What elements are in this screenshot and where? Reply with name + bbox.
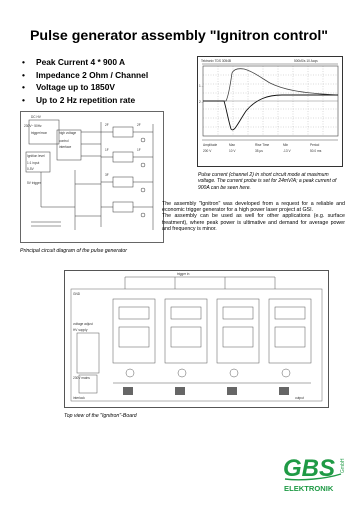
schematic-label: trigger/mon — [31, 131, 48, 135]
svg-text:10 V: 10 V — [229, 149, 236, 153]
spec-item: • Up to 2 Hz repetition rate — [22, 94, 148, 107]
oscilloscope-graph — [198, 57, 342, 166]
schematic-label: 1:1 input — [27, 161, 40, 165]
svg-text:35 µs: 35 µs — [255, 149, 263, 153]
spec-item: • Voltage up to 1850V — [22, 81, 148, 94]
schematic-label: Ignition level — [27, 154, 45, 158]
schematic-label: 1F — [137, 148, 141, 152]
oscilloscope-screenshot — [197, 56, 343, 167]
schematic-label: 230V~ 50Hz — [24, 124, 42, 128]
page-title: Pulse generator assembly "Ignitron control" — [29, 28, 329, 44]
schematic-label: control — [59, 139, 69, 143]
logo-subtitle: ELEKTRONIK — [284, 484, 334, 493]
board-caption: Top view of the "Ignitron"-Board — [64, 413, 137, 419]
svg-text:Rise Time: Rise Time — [255, 143, 270, 147]
board-label: 230V mains — [73, 376, 90, 380]
schematic-label: 1F — [105, 148, 109, 152]
circuit-diagram — [20, 111, 164, 243]
board-label: interlock — [73, 396, 85, 400]
board-label: trigger in — [177, 272, 190, 276]
description-paragraph: The assembly "Ignitron" was developed from a request for a reliable and economic trigger generator for a high power laser project at GSI. — [162, 201, 345, 214]
spec-list — [22, 56, 148, 106]
svg-text:50.0 ms: 50.0 ms — [310, 149, 322, 153]
board-label: HV supply — [73, 328, 88, 332]
schematic-label: high voltage — [59, 131, 77, 135]
schematic-label: 2F — [137, 123, 141, 127]
spec-item: • Impedance 2 Ohm / Channel — [22, 69, 148, 82]
scope-header-left: Tektronix TDS 3054B — [201, 59, 232, 63]
svg-text:200 V: 200 V — [203, 149, 212, 153]
svg-text:-13 V: -13 V — [283, 149, 291, 153]
board-label: output — [295, 396, 304, 400]
board-label: voltage adjust — [73, 322, 93, 326]
board-top-view — [64, 270, 329, 408]
spec-item: • Peak Current 4 * 900 A — [22, 56, 148, 69]
svg-text:Max: Max — [229, 143, 236, 147]
scope-header-right: 500kS/s 10 Acqs — [294, 59, 318, 63]
schematic-caption: Principal circuit diagram of the pulse generator — [20, 248, 127, 254]
scope-caption: Pulse current (channel 2) in short circuit mode at maximum voltage. The current probe is set for 24mV/A; a peak current of 900A can be seen here. — [198, 172, 337, 191]
svg-text:Min: Min — [283, 143, 289, 147]
logo-name: GBS — [283, 455, 336, 482]
board-label: GND — [73, 292, 81, 296]
svg-text:Amplitude: Amplitude — [203, 143, 218, 147]
description-paragraph: The assembly can be used as well for other applications (e.g. surface treatment), where peak power is ultimative and demand for average power and frequency is minor. — [162, 213, 345, 232]
schematic-label: 3F — [105, 173, 109, 177]
schematic-label: 2F — [105, 123, 109, 127]
schematic-label: 5V trigger — [27, 181, 41, 185]
schematic-label: 0-5V — [27, 167, 34, 171]
schematic-label: interface — [59, 145, 72, 149]
logo-suffix: GmbH — [340, 458, 346, 473]
ch1-marker: 1→ — [199, 84, 204, 88]
gbs-logo — [281, 449, 353, 495]
description — [162, 201, 345, 232]
schematic-label: DC HV — [31, 115, 41, 119]
svg-text:Period: Period — [310, 143, 320, 147]
ch2-marker: 2→ — [199, 100, 204, 104]
